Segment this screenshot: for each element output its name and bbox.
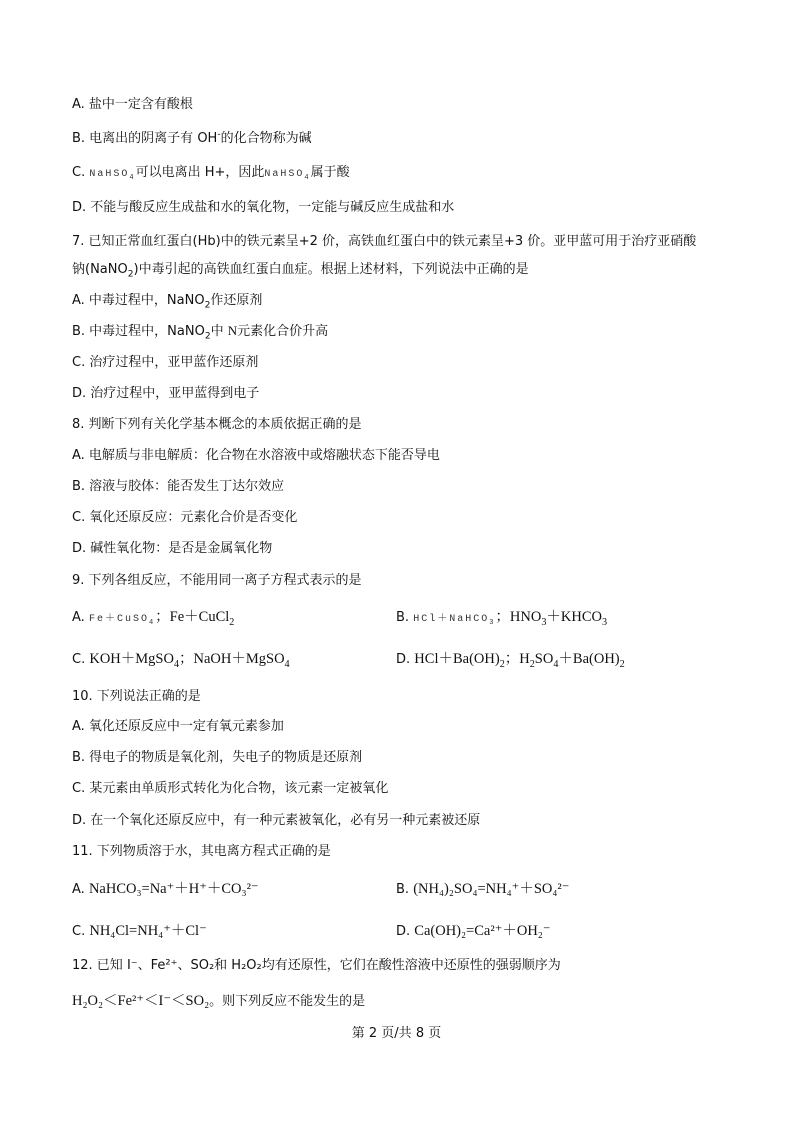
q11-a-equation: NaHCO₃=Na⁺＋H⁺＋CO₃²⁻ <box>88 881 259 897</box>
q9-a-formula-image: Fe＋CuSO$_4$ <box>88 614 156 627</box>
q11-option-a: A. NaHCO₃=Na⁺＋H⁺＋CO₃²⁻ <box>72 881 259 897</box>
q6-option-b <box>72 130 312 148</box>
q7-option-d: D. 治疗过程中，亚甲蓝得到电子 <box>72 386 260 401</box>
q6-c-text: 可以电离出 H+，因此 <box>135 165 265 180</box>
q7-stem-line1: 7. 已知正常血红蛋白(Hb)中的铁元素呈+2 价，高铁血红蛋白中的铁元素呈+3 价。亚甲蓝可用于治疗亚硝酸 <box>72 234 697 249</box>
q6-c-formula-image-2: NaHSO$_4$ <box>264 169 311 182</box>
q7-option-c: C. 治疗过程中，亚甲蓝作还原剂 <box>72 355 259 370</box>
q6-c-label: C. <box>72 165 86 180</box>
q9-b-formula-image: HCl＋NaHCO$_3$ <box>413 614 496 627</box>
q8-option-a: A. 电解质与非电解质：化合物在水溶液中或熔融状态下能否导电 <box>72 448 440 463</box>
q6-option-c <box>72 164 350 184</box>
q9-option-c: C. KOH＋MgSO$_4$；NaOH＋MgSO$_4$ <box>72 651 290 670</box>
q11-option-b: B. (NH₄)₂SO₄=NH₄⁺＋SO₄²⁻ <box>396 881 570 897</box>
q9-option-a: A. Fe＋CuSO$_4$；Fe＋CuCl$_2$ <box>72 609 235 628</box>
q7-option-a: A. 中毒过程中，NaNO$_2$作还原剂 <box>72 293 263 311</box>
q6-b-sup: - <box>217 129 221 140</box>
q9-a-formula: ；Fe＋CuCl$_2$ <box>155 609 235 628</box>
q9-c-formula: KOH＋MgSO$_4$；NaOH＋MgSO$_4$ <box>89 651 290 670</box>
q8-option-c: C. 氧化还原反应：元素化合价是否变化 <box>72 510 298 525</box>
q9-stem: 9. 下列各组反应，不能用同一离子方程式表示的是 <box>72 573 362 588</box>
q12-stem-line1: 12. 已知 I⁻、Fe²⁺、SO₂和 H₂O₂均有还原性，它们在酸性溶液中还原性的强弱顺序为 <box>72 958 561 973</box>
q9-option-d: D. $HCl+Ba(OH)_2$；$H_2SO_4+Ba(OH)_2$ <box>396 651 625 670</box>
q12-stem-line2: H₂O₂＜Fe²⁺＜I⁻＜SO₂。则下列反应不能发生的是 <box>72 993 366 1009</box>
q9-option-b: B. HCl＋NaHCO$_3$；$HNO_3+KHCO_3$ <box>396 609 608 628</box>
q12-inequality: H₂O₂＜Fe²⁺＜I⁻＜SO₂ <box>72 993 210 1009</box>
q8-option-d: D. 碱性氧化物：是否是金属氧化物 <box>72 541 273 556</box>
q11-d-equation: Ca(OH)₂=Ca²⁺＋OH₂⁻ <box>414 923 551 939</box>
q7-stem-line2: 钠(NaNO$_2$)中毒引起的高铁血红蛋白血症。根据上述材料，下列说法中正确的是 <box>72 262 529 280</box>
q10-stem: 10. 下列说法正确的是 <box>72 689 201 704</box>
q11-option-c: C. NH₄Cl=NH₄⁺＋Cl⁻ <box>72 923 207 939</box>
q6-b-text-end: 的化合物称为碱 <box>220 131 312 146</box>
page-footer: 第 2 页/共 8 页 <box>351 1026 442 1041</box>
q8-stem: 8. 判断下列有关化学基本概念的本质依据正确的是 <box>72 417 362 432</box>
q11-option-d: D. Ca(OH)₂=Ca²⁺＋OH₂⁻ <box>396 923 551 939</box>
q6-b-text: B. 电离出的阴离子有 OH <box>72 131 218 146</box>
q8-option-b: B. 溶液与胶体：能否发生丁达尔效应 <box>72 479 285 494</box>
q6-option-a: A. 盐中一定含有酸根 <box>72 97 193 112</box>
q6-c-end: 属于酸 <box>310 165 350 180</box>
q11-c-equation: NH₄Cl=NH₄⁺＋Cl⁻ <box>89 923 207 939</box>
q11-b-equation: (NH₄)₂SO₄=NH₄⁺＋SO₄²⁻ <box>413 881 570 897</box>
q11-stem: 11. 下列物质溶于水，其电离方程式正确的是 <box>72 844 331 859</box>
q6-option-d: D. 不能与酸反应生成盐和水的氧化物，一定能与碱反应生成盐和水 <box>72 200 455 215</box>
q10-option-b: B. 得电子的物质是氧化剂，失电子的物质是还原剂 <box>72 750 363 765</box>
q9-d-formula: $HCl+Ba(OH)_2$；$H_2SO_4+Ba(OH)_2$ <box>414 651 625 670</box>
q10-option-c: C. 某元素由单质形式转化为化合物，该元素一定被氧化 <box>72 781 389 796</box>
q9-b-formula: ；$HNO_3+KHCO_3$ <box>495 609 608 628</box>
q10-option-d: D. 在一个氧化还原反应中，有一种元素被氧化，必有另一种元素被还原 <box>72 813 481 828</box>
q6-c-formula-image: NaHSO$_4$ <box>89 169 136 182</box>
q10-option-a: A. 氧化还原反应中一定有氧元素参加 <box>72 719 284 734</box>
q7-option-b: B. 中毒过程中，NaNO$_2$中 N元素化合价升高 <box>72 323 329 342</box>
